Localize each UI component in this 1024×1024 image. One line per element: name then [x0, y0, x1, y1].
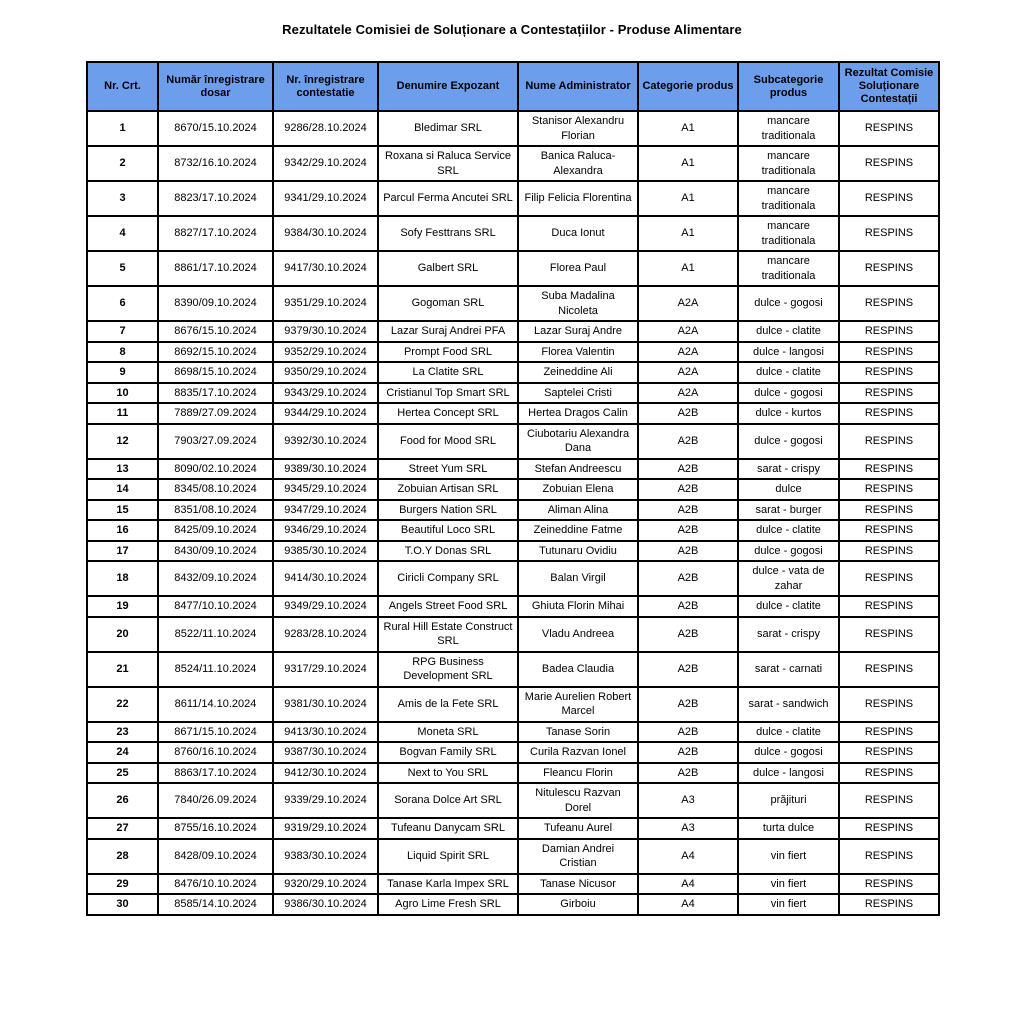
- table-cell: RESPINS: [839, 321, 939, 342]
- table-cell: A2B: [638, 687, 738, 722]
- table-cell: 8863/17.10.2024: [158, 763, 273, 784]
- table-cell: Ciubotariu Alexandra Dana: [518, 424, 638, 459]
- table-cell: 24: [87, 742, 158, 763]
- table-cell: Girboiu: [518, 894, 638, 915]
- table-cell: mancare traditionala: [738, 146, 839, 181]
- table-cell: T.O.Y Donas SRL: [378, 541, 518, 562]
- table-cell: RPG Business Development SRL: [378, 652, 518, 687]
- table-cell: A2B: [638, 742, 738, 763]
- header-nr-inregistrare-contestatie: Nr. înregistrare contestatie: [273, 62, 378, 111]
- table-cell: 9389/30.10.2024: [273, 459, 378, 480]
- table-cell: Sofy Festtrans SRL: [378, 216, 518, 251]
- header-categorie-produs: Categorie produs: [638, 62, 738, 111]
- table-cell: 8428/09.10.2024: [158, 839, 273, 874]
- table-cell: A1: [638, 251, 738, 286]
- table-cell: 16: [87, 520, 158, 541]
- table-cell: 9412/30.10.2024: [273, 763, 378, 784]
- table-cell: A2B: [638, 617, 738, 652]
- table-cell: RESPINS: [839, 342, 939, 363]
- table-cell: RESPINS: [839, 652, 939, 687]
- table-cell: dulce - clatite: [738, 362, 839, 383]
- table-cell: 10: [87, 383, 158, 404]
- table-cell: sarat - crispy: [738, 617, 839, 652]
- table-cell: dulce - kurtos: [738, 403, 839, 424]
- table-cell: RESPINS: [839, 520, 939, 541]
- header-numar-inregistrare-dosar: Număr înregistrare dosar: [158, 62, 273, 111]
- table-cell: Zeineddine Ali: [518, 362, 638, 383]
- table-cell: RESPINS: [839, 251, 939, 286]
- table-cell: La Clatite SRL: [378, 362, 518, 383]
- results-table: [86, 61, 940, 916]
- table-cell: 25: [87, 763, 158, 784]
- table-cell: A2B: [638, 424, 738, 459]
- table-row: [87, 742, 939, 763]
- table-cell: 28: [87, 839, 158, 874]
- table-cell: A3: [638, 783, 738, 818]
- table-cell: 9387/30.10.2024: [273, 742, 378, 763]
- table-cell: Bledimar SRL: [378, 111, 518, 146]
- table-row: [87, 362, 939, 383]
- table-cell: RESPINS: [839, 383, 939, 404]
- table-cell: Stefan Andreescu: [518, 459, 638, 480]
- table-cell: Moneta SRL: [378, 722, 518, 743]
- table-cell: 9413/30.10.2024: [273, 722, 378, 743]
- table-cell: 13: [87, 459, 158, 480]
- table-cell: mancare traditionala: [738, 111, 839, 146]
- table-row: [87, 596, 939, 617]
- table-row: [87, 561, 939, 596]
- table-cell: 30: [87, 894, 158, 915]
- table-row: [87, 424, 939, 459]
- table-cell: 7903/27.09.2024: [158, 424, 273, 459]
- table-cell: A1: [638, 181, 738, 216]
- table-cell: sarat - sandwich: [738, 687, 839, 722]
- table-cell: 8671/15.10.2024: [158, 722, 273, 743]
- table-row: [87, 839, 939, 874]
- table-cell: mancare traditionala: [738, 216, 839, 251]
- table-cell: 8522/11.10.2024: [158, 617, 273, 652]
- table-row: [87, 181, 939, 216]
- table-cell: 1: [87, 111, 158, 146]
- table-cell: 8755/16.10.2024: [158, 818, 273, 839]
- table-cell: A2B: [638, 520, 738, 541]
- table-cell: 8698/15.10.2024: [158, 362, 273, 383]
- table-cell: 8827/17.10.2024: [158, 216, 273, 251]
- table-cell: dulce - gogosi: [738, 383, 839, 404]
- table-row: [87, 617, 939, 652]
- table-cell: Aliman Alina: [518, 500, 638, 521]
- table-cell: RESPINS: [839, 818, 939, 839]
- table-row: [87, 479, 939, 500]
- table-cell: Gogoman SRL: [378, 286, 518, 321]
- table-cell: A2A: [638, 342, 738, 363]
- table-cell: 8476/10.10.2024: [158, 874, 273, 895]
- table-cell: Ghiuta Florin Mihai: [518, 596, 638, 617]
- table-cell: RESPINS: [839, 403, 939, 424]
- table-cell: A4: [638, 894, 738, 915]
- table-cell: RESPINS: [839, 286, 939, 321]
- table-body: [87, 111, 939, 915]
- table-cell: 9317/29.10.2024: [273, 652, 378, 687]
- table-cell: 29: [87, 874, 158, 895]
- table-row: [87, 687, 939, 722]
- table-cell: 9349/29.10.2024: [273, 596, 378, 617]
- table-cell: 8430/09.10.2024: [158, 541, 273, 562]
- table-cell: Amis de la Fete SRL: [378, 687, 518, 722]
- table-cell: RESPINS: [839, 874, 939, 895]
- table-cell: 8477/10.10.2024: [158, 596, 273, 617]
- table-cell: A1: [638, 146, 738, 181]
- table-row: [87, 286, 939, 321]
- table-cell: dulce - gogosi: [738, 742, 839, 763]
- table-cell: 15: [87, 500, 158, 521]
- table-cell: Sorana Dolce Art SRL: [378, 783, 518, 818]
- table-cell: Zobuian Artisan SRL: [378, 479, 518, 500]
- table-cell: Tanase Karla Impex SRL: [378, 874, 518, 895]
- table-cell: RESPINS: [839, 687, 939, 722]
- table-cell: A3: [638, 818, 738, 839]
- table-cell: RESPINS: [839, 561, 939, 596]
- table-row: [87, 520, 939, 541]
- header-rezultat-comisie: Rezultat Comisie Soluționare Contestații: [839, 62, 939, 111]
- table-cell: RESPINS: [839, 459, 939, 480]
- table-cell: A2A: [638, 321, 738, 342]
- table-cell: 9386/30.10.2024: [273, 894, 378, 915]
- table-cell: A2B: [638, 763, 738, 784]
- table-cell: prăjituri: [738, 783, 839, 818]
- table-cell: RESPINS: [839, 763, 939, 784]
- table-cell: 18: [87, 561, 158, 596]
- table-cell: 8692/15.10.2024: [158, 342, 273, 363]
- table-cell: A2B: [638, 479, 738, 500]
- table-cell: 9339/29.10.2024: [273, 783, 378, 818]
- table-cell: Curila Razvan Ionel: [518, 742, 638, 763]
- table-cell: dulce - langosi: [738, 342, 839, 363]
- table-row: [87, 894, 939, 915]
- table-cell: 11: [87, 403, 158, 424]
- table-cell: Tufeanu Danycam SRL: [378, 818, 518, 839]
- table-cell: mancare traditionala: [738, 181, 839, 216]
- table-cell: 9417/30.10.2024: [273, 251, 378, 286]
- table-cell: Burgers Nation SRL: [378, 500, 518, 521]
- table-cell: 8090/02.10.2024: [158, 459, 273, 480]
- table-cell: Suba Madalina Nicoleta: [518, 286, 638, 321]
- table-cell: Angels Street Food SRL: [378, 596, 518, 617]
- table-cell: Lazar Suraj Andrei PFA: [378, 321, 518, 342]
- table-cell: RESPINS: [839, 146, 939, 181]
- table-cell: Nitulescu Razvan Dorel: [518, 783, 638, 818]
- table-cell: RESPINS: [839, 894, 939, 915]
- table-cell: sarat - carnati: [738, 652, 839, 687]
- table-cell: vin fiert: [738, 839, 839, 874]
- table-cell: dulce - clatite: [738, 520, 839, 541]
- table-cell: Tutunaru Ovidiu: [518, 541, 638, 562]
- table-cell: A2B: [638, 561, 738, 596]
- table-cell: 23: [87, 722, 158, 743]
- header-subcategorie-produs: Subcategorie produs: [738, 62, 839, 111]
- table-cell: 6: [87, 286, 158, 321]
- table-cell: 9345/29.10.2024: [273, 479, 378, 500]
- table-cell: 9283/28.10.2024: [273, 617, 378, 652]
- table-cell: A2B: [638, 500, 738, 521]
- table-cell: Rural Hill Estate Construct SRL: [378, 617, 518, 652]
- table-cell: Next to You SRL: [378, 763, 518, 784]
- table-cell: 26: [87, 783, 158, 818]
- table-cell: RESPINS: [839, 839, 939, 874]
- table-cell: dulce - gogosi: [738, 286, 839, 321]
- table-cell: Tufeanu Aurel: [518, 818, 638, 839]
- table-cell: 8432/09.10.2024: [158, 561, 273, 596]
- table-cell: 8670/15.10.2024: [158, 111, 273, 146]
- table-cell: 8390/09.10.2024: [158, 286, 273, 321]
- table-cell: Filip Felicia Florentina: [518, 181, 638, 216]
- table-cell: 9381/30.10.2024: [273, 687, 378, 722]
- table-cell: 9320/29.10.2024: [273, 874, 378, 895]
- table-cell: Florea Paul: [518, 251, 638, 286]
- table-cell: 5: [87, 251, 158, 286]
- table-cell: A1: [638, 111, 738, 146]
- table-cell: 9: [87, 362, 158, 383]
- table-cell: 9385/30.10.2024: [273, 541, 378, 562]
- table-row: [87, 403, 939, 424]
- table-cell: sarat - burger: [738, 500, 839, 521]
- table-cell: Galbert SRL: [378, 251, 518, 286]
- table-cell: 17: [87, 541, 158, 562]
- table-cell: RESPINS: [839, 479, 939, 500]
- table-cell: A2A: [638, 362, 738, 383]
- table-row: [87, 321, 939, 342]
- table-cell: 9352/29.10.2024: [273, 342, 378, 363]
- table-cell: RESPINS: [839, 742, 939, 763]
- table-row: [87, 459, 939, 480]
- table-cell: 7889/27.09.2024: [158, 403, 273, 424]
- table-cell: Vladu Andreea: [518, 617, 638, 652]
- table-cell: RESPINS: [839, 541, 939, 562]
- table-cell: RESPINS: [839, 617, 939, 652]
- table-cell: Marie Aurelien Robert Marcel: [518, 687, 638, 722]
- table-cell: vin fiert: [738, 894, 839, 915]
- header-nr-crt: Nr. Crt.: [87, 62, 158, 111]
- table-cell: 9342/29.10.2024: [273, 146, 378, 181]
- table-cell: 9384/30.10.2024: [273, 216, 378, 251]
- table-cell: 3: [87, 181, 158, 216]
- table-cell: dulce - clatite: [738, 321, 839, 342]
- table-cell: 9344/29.10.2024: [273, 403, 378, 424]
- table-cell: Florea Valentin: [518, 342, 638, 363]
- table-row: [87, 111, 939, 146]
- table-cell: 8351/08.10.2024: [158, 500, 273, 521]
- table-cell: RESPINS: [839, 111, 939, 146]
- table-cell: 27: [87, 818, 158, 839]
- table-cell: Ciricli Company SRL: [378, 561, 518, 596]
- table-cell: RESPINS: [839, 181, 939, 216]
- table-cell: 8861/17.10.2024: [158, 251, 273, 286]
- table-row: [87, 541, 939, 562]
- header-nume-administrator: Nume Administrator: [518, 62, 638, 111]
- table-cell: Beautiful Loco SRL: [378, 520, 518, 541]
- table-cell: 8760/16.10.2024: [158, 742, 273, 763]
- table-cell: Fleancu Florin: [518, 763, 638, 784]
- header-row: [87, 62, 939, 111]
- table-cell: 8585/14.10.2024: [158, 894, 273, 915]
- table-cell: A2B: [638, 596, 738, 617]
- table-cell: dulce - vata de zahar: [738, 561, 839, 596]
- table-cell: 9346/29.10.2024: [273, 520, 378, 541]
- table-cell: RESPINS: [839, 362, 939, 383]
- table-cell: A2B: [638, 652, 738, 687]
- table-cell: Badea Claudia: [518, 652, 638, 687]
- table-cell: RESPINS: [839, 783, 939, 818]
- table-cell: 8732/16.10.2024: [158, 146, 273, 181]
- table-cell: Bogvan Family SRL: [378, 742, 518, 763]
- table-row: [87, 783, 939, 818]
- table-cell: Zobuian Elena: [518, 479, 638, 500]
- table-cell: Balan Virgil: [518, 561, 638, 596]
- table-cell: Saptelei Cristi: [518, 383, 638, 404]
- table-cell: dulce - clatite: [738, 722, 839, 743]
- table-cell: A2B: [638, 722, 738, 743]
- table-cell: 9383/30.10.2024: [273, 839, 378, 874]
- table-row: [87, 500, 939, 521]
- table-cell: mancare traditionala: [738, 251, 839, 286]
- table-cell: Damian Andrei Cristian: [518, 839, 638, 874]
- table-cell: Roxana si Raluca Service SRL: [378, 146, 518, 181]
- table-cell: Stanisor Alexandru Florian: [518, 111, 638, 146]
- table-cell: 9286/28.10.2024: [273, 111, 378, 146]
- table-cell: 8345/08.10.2024: [158, 479, 273, 500]
- table-cell: 22: [87, 687, 158, 722]
- table-cell: RESPINS: [839, 424, 939, 459]
- table-cell: Tanase Nicusor: [518, 874, 638, 895]
- table-cell: 7: [87, 321, 158, 342]
- table-row: [87, 763, 939, 784]
- table-cell: 9347/29.10.2024: [273, 500, 378, 521]
- table-cell: 9392/30.10.2024: [273, 424, 378, 459]
- table-cell: 9351/29.10.2024: [273, 286, 378, 321]
- table-cell: RESPINS: [839, 722, 939, 743]
- table-cell: 20: [87, 617, 158, 652]
- table-cell: Hertea Dragos Calin: [518, 403, 638, 424]
- table-cell: 4: [87, 216, 158, 251]
- table-cell: 8823/17.10.2024: [158, 181, 273, 216]
- table-cell: 8611/14.10.2024: [158, 687, 273, 722]
- table-cell: 21: [87, 652, 158, 687]
- table-cell: A2B: [638, 403, 738, 424]
- table-row: [87, 722, 939, 743]
- table-cell: Tanase Sorin: [518, 722, 638, 743]
- table-cell: Prompt Food SRL: [378, 342, 518, 363]
- table-cell: Street Yum SRL: [378, 459, 518, 480]
- table-row: [87, 652, 939, 687]
- table-cell: vin fiert: [738, 874, 839, 895]
- table-cell: turta dulce: [738, 818, 839, 839]
- table-cell: 14: [87, 479, 158, 500]
- table-cell: dulce - gogosi: [738, 541, 839, 562]
- table-cell: dulce: [738, 479, 839, 500]
- table-cell: Hertea Concept SRL: [378, 403, 518, 424]
- table-cell: Food for Mood SRL: [378, 424, 518, 459]
- table-cell: 9319/29.10.2024: [273, 818, 378, 839]
- table-cell: 8524/11.10.2024: [158, 652, 273, 687]
- table-cell: Parcul Ferma Ancutei SRL: [378, 181, 518, 216]
- table-cell: Liquid Spirit SRL: [378, 839, 518, 874]
- table-cell: dulce - clatite: [738, 596, 839, 617]
- table-cell: 8425/09.10.2024: [158, 520, 273, 541]
- table-cell: 19: [87, 596, 158, 617]
- table-cell: Lazar Suraj Andre: [518, 321, 638, 342]
- table-cell: 9350/29.10.2024: [273, 362, 378, 383]
- table-cell: A2A: [638, 383, 738, 404]
- table-cell: sarat - crispy: [738, 459, 839, 480]
- table-cell: 8: [87, 342, 158, 363]
- table-cell: Agro Lime Fresh SRL: [378, 894, 518, 915]
- table-cell: dulce - gogosi: [738, 424, 839, 459]
- table-cell: RESPINS: [839, 500, 939, 521]
- header-denumire-expozant: Denumire Expozant: [378, 62, 518, 111]
- table-cell: A2B: [638, 541, 738, 562]
- table-cell: A2A: [638, 286, 738, 321]
- table-row: [87, 146, 939, 181]
- table-cell: 9341/29.10.2024: [273, 181, 378, 216]
- table-cell: 7840/26.09.2024: [158, 783, 273, 818]
- table-row: [87, 342, 939, 363]
- table-row: [87, 383, 939, 404]
- table-row: [87, 874, 939, 895]
- table-cell: dulce - langosi: [738, 763, 839, 784]
- table-cell: 8835/17.10.2024: [158, 383, 273, 404]
- table-row: [87, 818, 939, 839]
- table-cell: A4: [638, 839, 738, 874]
- table-row: [87, 216, 939, 251]
- table-cell: 8676/15.10.2024: [158, 321, 273, 342]
- table-cell: A1: [638, 216, 738, 251]
- page-title: Rezultatele Comisiei de Soluționare a Contestațiilor - Produse Alimentare: [282, 22, 742, 37]
- table-header: [87, 62, 939, 111]
- table-cell: A4: [638, 874, 738, 895]
- table-cell: RESPINS: [839, 596, 939, 617]
- table-cell: 2: [87, 146, 158, 181]
- table-cell: Cristianul Top Smart SRL: [378, 383, 518, 404]
- table-cell: 9414/30.10.2024: [273, 561, 378, 596]
- table-cell: 12: [87, 424, 158, 459]
- table-cell: Zeineddine Fatme: [518, 520, 638, 541]
- table-row: [87, 251, 939, 286]
- table-cell: 9343/29.10.2024: [273, 383, 378, 404]
- table-cell: RESPINS: [839, 216, 939, 251]
- table-cell: Banica Raluca-Alexandra: [518, 146, 638, 181]
- table-cell: A2B: [638, 459, 738, 480]
- table-cell: 9379/30.10.2024: [273, 321, 378, 342]
- table-cell: Duca Ionut: [518, 216, 638, 251]
